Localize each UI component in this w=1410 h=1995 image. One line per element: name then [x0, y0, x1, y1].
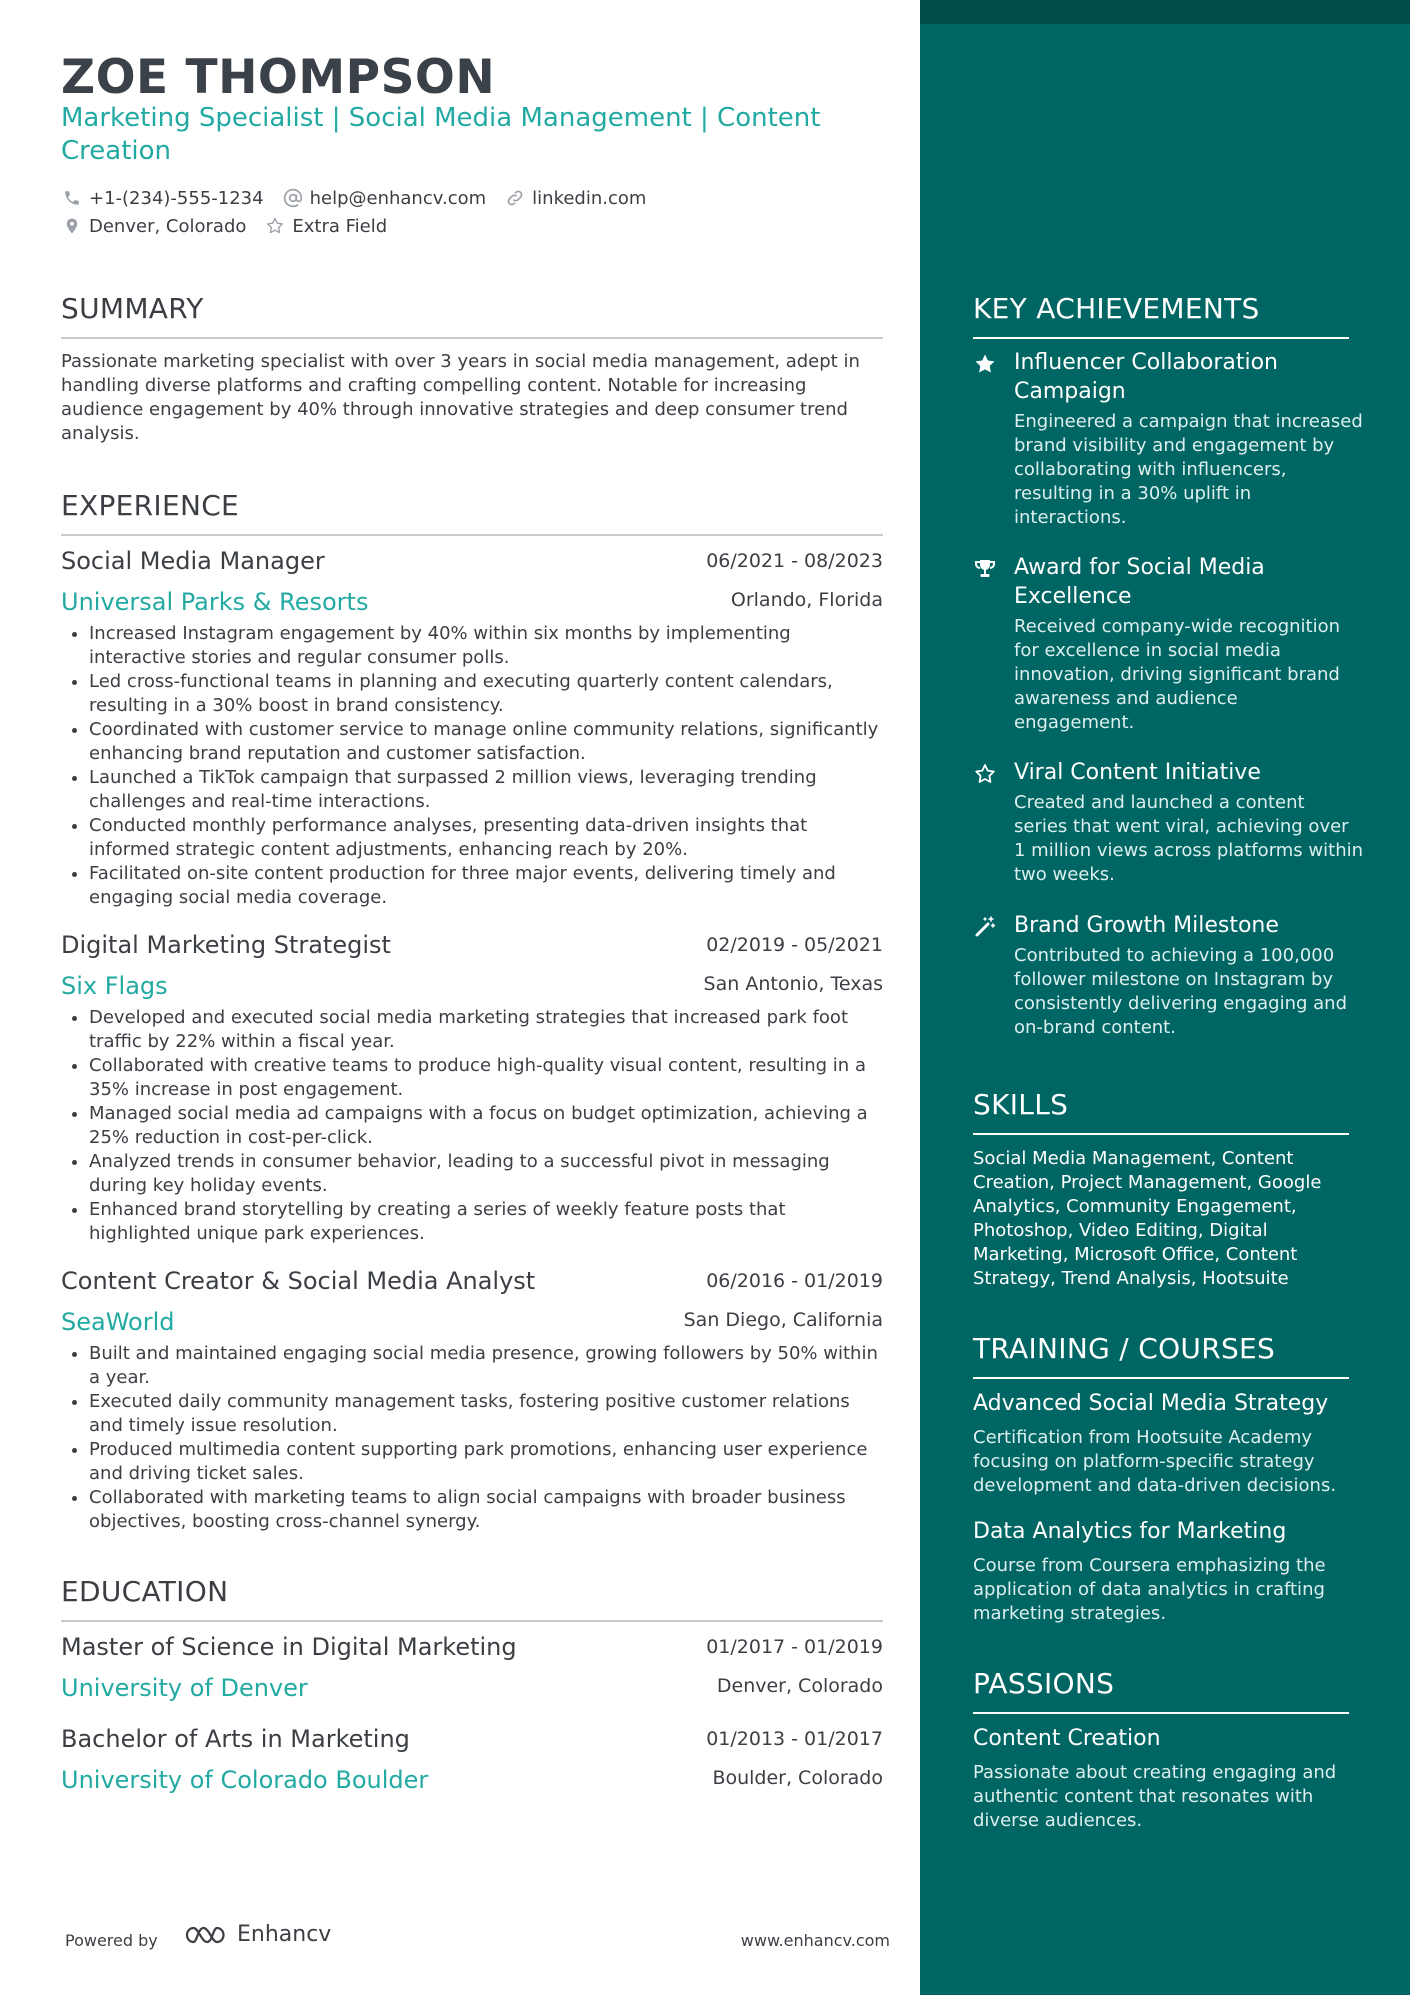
powered-by-label: Powered by — [65, 1931, 158, 1950]
achievement-item — [973, 911, 1363, 1040]
achievements-divider — [973, 337, 1349, 339]
job-date: 06/2016 - 01/2019 — [706, 1270, 883, 1292]
education-heading: EDUCATION — [61, 1575, 229, 1608]
achievement-desc: Engineered a campaign that increased brand visibility and engagement by collaborating with influencers, resulting in a 30% uplift in interactions. — [1014, 411, 1363, 528]
achievement-title: Influencer Collaboration Campaign — [1014, 350, 1278, 404]
email-text: help@enhancv.com — [309, 187, 487, 209]
contact-email[interactable] — [282, 187, 487, 209]
phone-text: +1-(234)-555-1234 — [89, 187, 264, 209]
candidate-name: ZOE THOMPSON — [61, 50, 496, 105]
list-item: Executed daily community management tasks, fostering positive customer relations and timely issue resolution. — [61, 1390, 883, 1438]
passion-desc: Passionate about creating engaging and authentic content that resonates with diverse audiences. — [973, 1762, 1337, 1831]
course-desc: Course from Coursera emphasizing the application of data analytics in crafting marketing strategies. — [973, 1555, 1326, 1624]
school-location: Boulder, Colorado — [712, 1767, 883, 1789]
list-item: Produced multimedia content supporting park promotions, enhancing user experience and driving ticket sales. — [61, 1438, 883, 1486]
education-date: 01/2013 - 01/2017 — [706, 1728, 883, 1750]
enhancv-brand-text: Enhancv — [237, 1922, 332, 1947]
summary-divider — [61, 337, 883, 339]
skills-heading: SKILLS — [973, 1088, 1069, 1121]
course-desc: Certification from Hootsuite Academy focusing on platform-specific strategy development and data-driven decisions. — [973, 1427, 1337, 1496]
linkedin-text: linkedin.com — [532, 187, 647, 209]
list-item: Developed and executed social media marketing strategies that increased park foot traffic by 22% within a fiscal year. — [61, 1006, 883, 1054]
job-bullets — [61, 1342, 883, 1534]
list-item: Increased Instagram engagement by 40% within six months by implementing interactive stories and regular consumer polls. — [61, 622, 883, 670]
skills-divider — [973, 1133, 1349, 1135]
list-item: Conducted monthly performance analyses, presenting data-driven insights that informed strategic content adjustments, enhancing reach by 20%. — [61, 814, 883, 862]
course-title: Data Analytics for Marketing — [973, 1519, 1287, 1544]
location-pin-icon — [61, 215, 83, 237]
summary-heading: SUMMARY — [61, 292, 204, 325]
star-filled-icon — [973, 352, 997, 376]
job-title: Content Creator & Social Media Analyst — [61, 1267, 536, 1295]
school-name: University of Denver — [61, 1674, 308, 1702]
achievement-item — [973, 758, 1363, 887]
achievement-item — [973, 553, 1363, 735]
education-date: 01/2017 - 01/2019 — [706, 1636, 883, 1658]
job-date: 02/2019 - 05/2021 — [706, 934, 883, 956]
job-title: Social Media Manager — [61, 547, 325, 575]
training-divider — [973, 1377, 1349, 1379]
sidebar-top-bar — [920, 0, 1410, 24]
list-item: Managed social media ad campaigns with a focus on budget optimization, achieving a 25% reduction in cost-per-click. — [61, 1102, 883, 1150]
degree-title: Bachelor of Arts in Marketing — [61, 1725, 410, 1753]
candidate-headline: Marketing Specialist | Social Media Management | Content Creation — [61, 103, 821, 166]
list-item: Built and maintained engaging social media presence, growing followers by 50% within a year. — [61, 1342, 883, 1390]
phone-icon — [61, 187, 83, 209]
school-name: University of Colorado Boulder — [61, 1766, 429, 1794]
star-outline-icon — [973, 762, 997, 786]
list-item: Launched a TikTok campaign that surpassed 2 million views, leveraging trending challenges and real-time interactions. — [61, 766, 883, 814]
contact-extra — [264, 215, 387, 237]
achievement-desc: Created and launched a content series that went viral, achieving over 1 million views across platforms within two weeks. — [1014, 792, 1364, 885]
job-title: Digital Marketing Strategist — [61, 931, 391, 959]
achievement-desc: Contributed to achieving a 100,000 follower milestone on Instagram by consistently delivering engaging and on-brand content. — [1014, 945, 1348, 1038]
job-company: Universal Parks & Resorts — [61, 588, 369, 616]
passions-heading: PASSIONS — [973, 1667, 1115, 1700]
experience-heading: EXPERIENCE — [61, 489, 240, 522]
magic-wand-icon — [973, 915, 997, 939]
list-item: Analyzed trends in consumer behavior, leading to a successful pivot in messaging during key holiday events. — [61, 1150, 883, 1198]
course-title: Advanced Social Media Strategy — [973, 1391, 1329, 1416]
link-icon — [504, 187, 526, 209]
footer-url[interactable]: www.enhancv.com — [740, 1931, 890, 1950]
contact-linkedin[interactable] — [504, 187, 646, 209]
star-outline-icon — [264, 215, 286, 237]
achievements-heading: KEY ACHIEVEMENTS — [973, 292, 1260, 325]
job-bullets — [61, 1006, 883, 1246]
job-location: San Diego, California — [683, 1309, 883, 1331]
list-item: Collaborated with creative teams to produce high-quality visual content, resulting in a 35% increase in post engagement. — [61, 1054, 883, 1102]
trophy-icon — [973, 557, 997, 581]
list-item: Facilitated on-site content production for three major events, delivering timely and engaging social media coverage. — [61, 862, 883, 910]
enhancv-logo-icon — [183, 1923, 231, 1947]
contact-location — [61, 215, 246, 237]
degree-title: Master of Science in Digital Marketing — [61, 1633, 517, 1661]
experience-divider — [61, 534, 883, 536]
school-location: Denver, Colorado — [716, 1675, 883, 1697]
achievement-desc: Received company-wide recognition for excellence in social media innovation, driving significant brand awareness and audience engagement. — [1014, 616, 1341, 733]
summary-text: Passionate marketing specialist with over 3 years in social media management, adept in handling diverse platforms and crafting compelling content. Notable for increasing audience engagement by 40% through innovative strategies and deep consumer trend analysis. — [61, 351, 860, 444]
achievement-title: Award for Social Media Excellence — [1014, 555, 1265, 609]
training-heading: TRAINING / COURSES — [973, 1332, 1276, 1365]
skills-text: Social Media Management, Content Creation, Project Management, Google Analytics, Community Engagement, Photoshop, Video Editing, Digital Marketing, Microsoft Office, Content Strategy, Trend Analysis, Hootsuite — [973, 1148, 1322, 1289]
job-date: 06/2021 - 08/2023 — [706, 550, 883, 572]
job-bullets — [61, 622, 883, 910]
list-item: Coordinated with customer service to manage online community relations, significantly enhancing brand reputation and customer satisfaction. — [61, 718, 883, 766]
location-text: Denver, Colorado — [89, 215, 247, 237]
sidebar-column — [920, 0, 1410, 1995]
at-sign-icon — [282, 187, 304, 209]
job-location: Orlando, Florida — [730, 589, 883, 611]
enhancv-logo[interactable] — [183, 1922, 331, 1947]
passion-title: Content Creation — [973, 1726, 1161, 1751]
list-item: Collaborated with marketing teams to align social campaigns with broader business objectives, boosting cross-channel synergy. — [61, 1486, 883, 1534]
education-divider — [61, 1620, 883, 1622]
job-company: SeaWorld — [61, 1308, 175, 1336]
achievement-item — [973, 348, 1363, 530]
achievement-title: Viral Content Initiative — [1014, 760, 1261, 785]
list-item: Enhanced brand storytelling by creating a series of weekly feature posts that highlighted unique park experiences. — [61, 1198, 883, 1246]
contact-info — [61, 184, 881, 240]
job-company: Six Flags — [61, 972, 168, 1000]
list-item: Led cross-functional teams in planning and executing quarterly content calendars, resulting in a 30% boost in brand consistency. — [61, 670, 883, 718]
contact-phone — [61, 187, 264, 209]
passions-divider — [973, 1712, 1349, 1714]
job-location: San Antonio, Texas — [703, 973, 883, 995]
achievement-title: Brand Growth Milestone — [1014, 913, 1279, 938]
extra-field-text: Extra Field — [292, 215, 388, 237]
